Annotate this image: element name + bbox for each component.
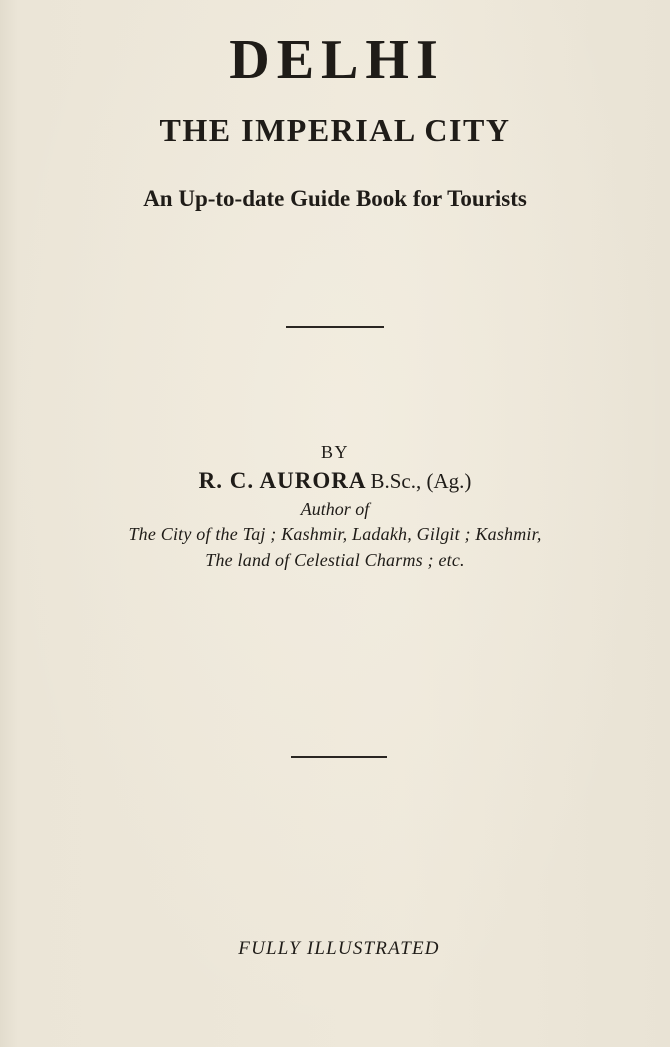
book-tagline: An Up-to-date Guide Book for Tourists — [143, 186, 527, 211]
book-subtitle: THE IMPERIAL CITY — [159, 112, 511, 148]
other-works-line-1: The City of the Taj ; Kashmir, Ladakh, Gilgit ; Kashmir, — [128, 524, 542, 544]
by-label: BY — [320, 442, 349, 462]
author-degree: B.Sc., (Ag.) — [370, 469, 472, 493]
top-divider — [286, 326, 384, 328]
author-of-label: Author of — [300, 499, 370, 519]
book-title: DELHI — [229, 29, 445, 91]
other-works-line-2: The land of Celestial Charms ; etc. — [205, 550, 465, 570]
illustrated-note: FULLY ILLUSTRATED — [238, 938, 440, 959]
author-line — [0, 466, 670, 496]
bottom-divider — [291, 756, 387, 758]
author-name: R. C. AURORA — [198, 468, 367, 493]
